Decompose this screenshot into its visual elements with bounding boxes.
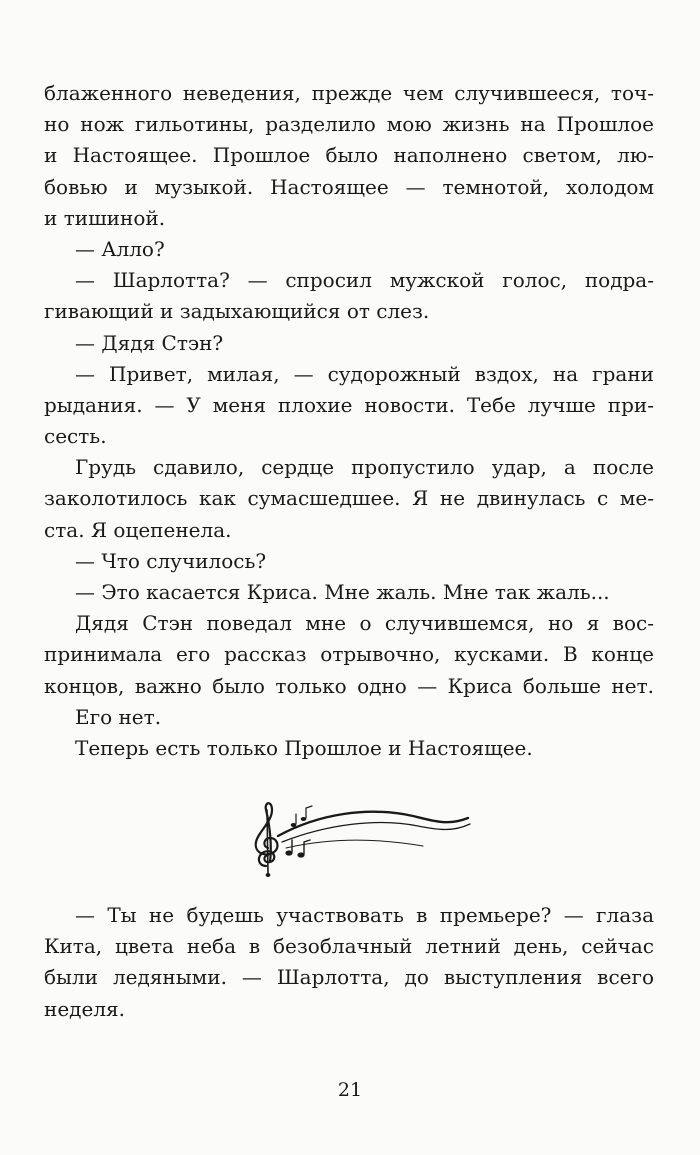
text-line: Кита, цвета неба в безоблачный летний день, сейчас	[44, 934, 654, 959]
text-line: Теперь есть только Прошлое и Настоящее.	[75, 735, 533, 760]
text-block-bottom	[44, 900, 654, 1025]
text-line: и Настоящее. Прошлое было наполнено светом, лю-	[44, 143, 654, 168]
text-line: — Дядя Стэн?	[75, 330, 224, 355]
text-line: — Это касается Криса. Мне жаль. Мне так жаль...	[75, 580, 610, 604]
text-line: — Шарлотта? — спросил мужской голос, подра-	[75, 268, 654, 293]
text-block-top	[44, 78, 654, 764]
text-line: и тишиной.	[44, 205, 166, 230]
text-line: были ледяными. — Шарлотта, до выступления всего	[44, 965, 654, 990]
text-line: заколотилось как сумасшедшее. Я не двинулась с ме-	[44, 486, 654, 511]
text-line: рыдания. — У меня плохие новости. Тебе лучше при-	[44, 392, 654, 417]
text-line: — Алло?	[75, 236, 165, 261]
text-line: Дядя Стэн поведал мне о случившемся, но я вос-	[75, 611, 654, 636]
text-line: — Что случилось?	[75, 548, 267, 573]
text-line: — Ты не будешь участвовать в премьере? — глаза	[75, 903, 654, 927]
text-line: неделя.	[44, 996, 125, 1021]
text-line: Его нет.	[75, 704, 162, 729]
text-line: гивающий и задыхающийся от слез.	[44, 299, 430, 324]
text-line: Грудь сдавило, сердце пропустило удар, а после	[75, 455, 654, 480]
text-line: но нож гильотины, разделило мою жизнь на Прошлое	[44, 112, 654, 137]
text-line: ста. Я оцепенела.	[44, 517, 232, 542]
text-line: блаженного неведения, прежде чем случившееся, точ-	[44, 81, 654, 105]
text-line: сесть.	[44, 424, 107, 449]
treble-clef-music-ornament-icon	[248, 796, 473, 881]
text-line: — Привет, милая, — судорожный вздох, на грани	[75, 361, 654, 386]
text-line: бовью и музыкой. Настоящее — темнотой, холодом	[44, 174, 654, 199]
text-line: концов, важно было только одно — Криса больше нет.	[44, 673, 654, 698]
text-line: принимала его рассказ отрывочно, кусками. В конце	[44, 642, 654, 667]
page-number: 21	[337, 1079, 363, 1101]
